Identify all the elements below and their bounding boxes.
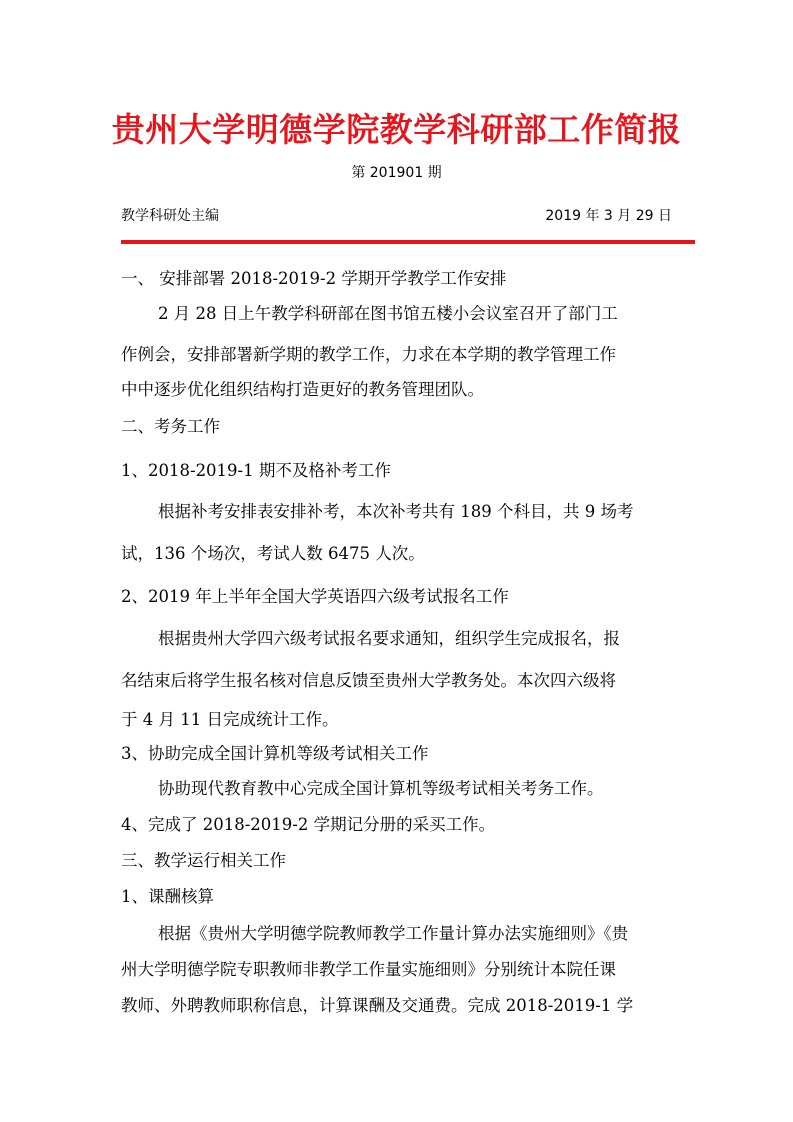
subheading-item-2: 2、2019 年上半年全国大学英语四六级考试报名工作 <box>121 587 509 606</box>
editor-label: 教学科研处主编 <box>121 208 219 224</box>
paragraph-line: 根据补考安排表安排补考，本次补考共有 189 个科目，共 9 场考 <box>158 502 634 521</box>
bulletin-title: 贵州大学明德学院教学科研部工作简报 <box>111 110 682 149</box>
subheading-item-1: 1、2018-2019-1 期不及格补考工作 <box>121 461 391 480</box>
paragraph-line: 根据《贵州大学明德学院教师教学工作量计算办法实施细则》《贵 <box>158 924 629 943</box>
subheading-item-1: 1、课酬核算 <box>121 887 214 906</box>
heading-section-2: 二、考务工作 <box>121 417 220 436</box>
paragraph-line: 中中逐步优化组织结构打造更好的教务管理团队。 <box>121 380 484 399</box>
header-divider <box>121 240 695 244</box>
paragraph-line: 2 月 28 日上午教学科研部在图书馆五楼小会议室召开了部门工 <box>158 304 618 323</box>
issue-number: 第 201901 期 <box>351 165 442 181</box>
paragraph-line: 名结束后将学生报名核对信息反馈至贵州大学教务处。本次四六级将 <box>121 671 616 690</box>
issue-date: 2019 年 3 月 29 日 <box>545 208 672 224</box>
paragraph-line: 作例会，安排部署新学期的教学工作，力求在本学期的教学管理工作 <box>121 345 616 364</box>
heading-section-3: 三、教学运行相关工作 <box>121 851 286 870</box>
paragraph-line: 根据贵州大学四六级考试报名要求通知，组织学生完成报名，报 <box>158 629 620 648</box>
paragraph-line: 州大学明德学院专职教师非教学工作量实施细则》分别统计本院任课 <box>121 960 616 979</box>
subheading-item-4: 4、完成了 2018-2019-2 学期记分册的采买工作。 <box>121 815 496 834</box>
paragraph-line: 于 4 月 11 日完成统计工作。 <box>121 710 339 729</box>
paragraph-line: 协助现代教育教中心完成全国计算机等级考试相关考务工作。 <box>158 779 604 798</box>
paragraph-line: 教师、外聘教师职称信息，计算课酬及交通费。完成 2018-2019-1 学 <box>121 996 634 1015</box>
heading-section-1: 一、 安排部署 2018-2019-2 学期开学教学工作安排 <box>121 269 507 288</box>
paragraph-line: 试，136 个场次，考试人数 6475 人次。 <box>121 544 425 563</box>
subheading-item-3: 3、协助完成全国计算机等级考试相关工作 <box>121 744 429 763</box>
